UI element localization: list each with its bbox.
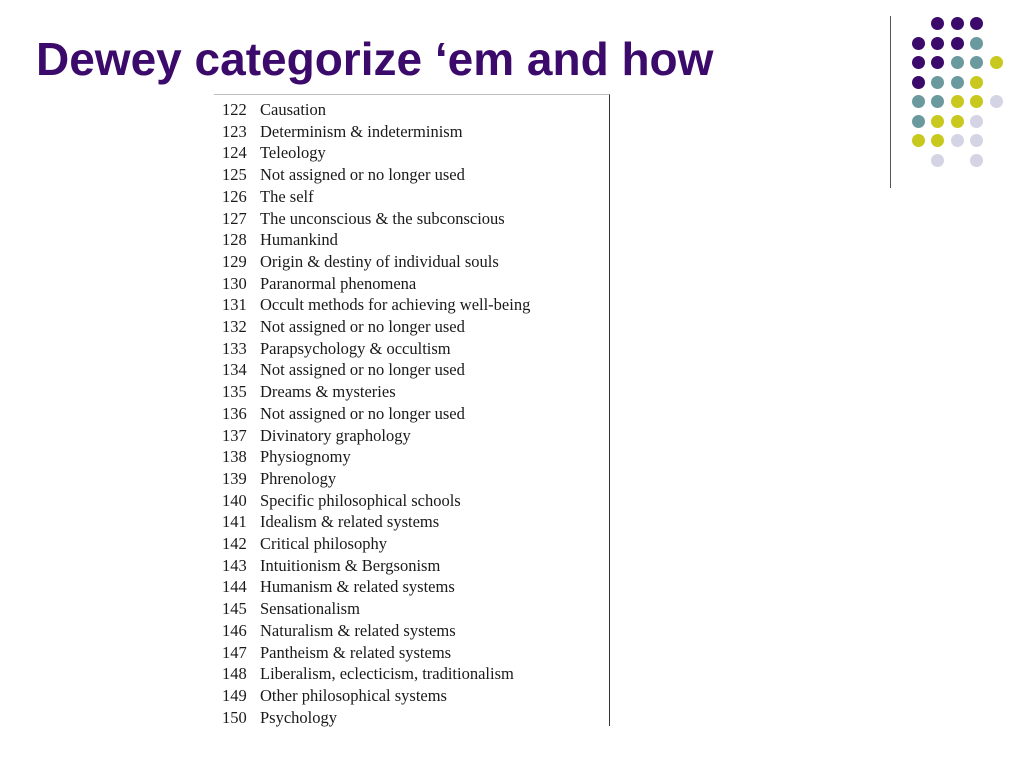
classification-row: [222, 425, 609, 447]
classification-label: Not assigned or no longer used: [260, 165, 465, 185]
classification-row: [222, 164, 609, 186]
dot-lavender: [970, 154, 983, 167]
classification-number: 138: [222, 447, 247, 467]
classification-number: 137: [222, 425, 247, 445]
dot-yellow: [970, 95, 983, 108]
dot-teal: [931, 95, 944, 108]
dot-purple: [912, 76, 925, 89]
classification-number: 131: [222, 295, 247, 315]
classification-row: [222, 121, 609, 143]
classification-row: [222, 490, 609, 512]
classification-number: 129: [222, 251, 247, 271]
classification-label: Determinism & indeterminism: [260, 121, 463, 141]
classification-row: [222, 403, 609, 425]
classification-number: 139: [222, 468, 247, 488]
classification-label: Not assigned or no longer used: [260, 360, 465, 380]
classification-row: [222, 294, 609, 316]
classification-row: [222, 338, 609, 360]
classification-number: 124: [222, 143, 247, 163]
dot-yellow: [970, 76, 983, 89]
classification-label: Other philosophical systems: [260, 685, 447, 705]
classification-label: The self: [260, 186, 314, 206]
classification-row: [222, 576, 609, 598]
classification-label: Parapsychology & occultism: [260, 338, 451, 358]
classification-row: [222, 359, 609, 381]
classification-label: Dreams & mysteries: [260, 382, 396, 402]
classification-number: 125: [222, 165, 247, 185]
classification-label: Naturalism & related systems: [260, 620, 456, 640]
classification-label: Critical philosophy: [260, 534, 387, 554]
classification-number: 144: [222, 577, 247, 597]
classification-label: Liberalism, eclecticism, traditionalism: [260, 664, 514, 684]
classification-row: [222, 533, 609, 555]
dot-purple: [931, 56, 944, 69]
classification-row: [222, 229, 609, 251]
classification-number: 146: [222, 620, 247, 640]
classification-number: 122: [222, 100, 247, 119]
dot-lavender: [990, 95, 1003, 108]
classification-label: Specific philosophical schools: [260, 490, 461, 510]
classification-number: 142: [222, 534, 247, 554]
classification-row: [222, 620, 609, 642]
dot-purple: [931, 17, 944, 30]
classification-number: 135: [222, 382, 247, 402]
dot-purple: [912, 37, 925, 50]
classification-row: [222, 316, 609, 338]
dot-yellow: [931, 115, 944, 128]
classification-number: 132: [222, 317, 247, 337]
classification-label: Not assigned or no longer used: [260, 317, 465, 337]
classification-label: Not assigned or no longer used: [260, 403, 465, 423]
classification-number: 133: [222, 338, 247, 358]
classification-label: Humankind: [260, 230, 338, 250]
classification-label: Humanism & related systems: [260, 577, 455, 597]
dot-teal: [951, 76, 964, 89]
classification-number: 127: [222, 208, 247, 228]
classification-row: [222, 511, 609, 533]
classification-number: 141: [222, 512, 247, 532]
classification-row: [222, 142, 609, 164]
dot-yellow: [912, 134, 925, 147]
dot-lavender: [970, 115, 983, 128]
classification-number: 123: [222, 121, 247, 141]
dot-yellow: [951, 95, 964, 108]
classification-label: The unconscious & the subconscious: [260, 208, 505, 228]
classification-label: Paranormal phenomena: [260, 273, 417, 293]
classification-number: 143: [222, 555, 247, 575]
classification-label: Pantheism & related systems: [260, 642, 452, 662]
classification-number: 134: [222, 360, 247, 380]
dot-teal: [931, 76, 944, 89]
dot-yellow: [931, 134, 944, 147]
dot-purple: [970, 17, 983, 30]
classification-label: Physiognomy: [260, 447, 351, 467]
classification-row: [222, 446, 609, 468]
classification-label: Teleology: [260, 143, 326, 163]
classification-number: 150: [222, 707, 247, 727]
dot-lavender: [951, 134, 964, 147]
classification-row: [222, 707, 609, 729]
classification-number: 140: [222, 490, 247, 510]
classification-row: [222, 273, 609, 295]
dot-teal: [912, 115, 925, 128]
classification-label: Sensationalism: [260, 599, 360, 619]
classification-row: [222, 186, 609, 208]
classification-number: 148: [222, 664, 247, 684]
dot-teal: [912, 95, 925, 108]
dewey-classification-list: [214, 94, 610, 726]
slide-title: Dewey categorize ‘em and how: [36, 33, 714, 85]
classification-number: 128: [222, 230, 247, 250]
classification-label: Phrenology: [260, 468, 337, 488]
classification-row: [222, 381, 609, 403]
dot-purple: [951, 37, 964, 50]
classification-number: 149: [222, 685, 247, 705]
classification-label: Divinatory graphology: [260, 425, 411, 445]
classification-row: [222, 251, 609, 273]
classification-row: [222, 663, 609, 685]
classification-number: 136: [222, 403, 247, 423]
dot-yellow: [990, 56, 1003, 69]
classification-label: Origin & destiny of individual souls: [260, 251, 499, 271]
classification-number: 147: [222, 642, 247, 662]
dot-lavender: [931, 154, 944, 167]
classification-label: Causation: [260, 100, 326, 119]
classification-row: [222, 555, 609, 577]
classification-row: [222, 99, 609, 121]
classification-number: 126: [222, 186, 247, 206]
dot-purple: [912, 56, 925, 69]
dot-lavender: [970, 134, 983, 147]
classification-label: Idealism & related systems: [260, 512, 440, 532]
classification-row: [222, 685, 609, 707]
classification-row: [222, 468, 609, 490]
dot-teal: [970, 56, 983, 69]
classification-label: Intuitionism & Bergsonism: [260, 555, 441, 575]
dot-purple: [951, 17, 964, 30]
title-divider: [890, 16, 891, 188]
classification-label: Occult methods for achieving well-being: [260, 295, 531, 315]
classification-number: 130: [222, 273, 247, 293]
dot-teal: [970, 37, 983, 50]
dot-purple: [931, 37, 944, 50]
classification-row: [222, 642, 609, 664]
dot-yellow: [951, 115, 964, 128]
dot-teal: [951, 56, 964, 69]
classification-number: 145: [222, 599, 247, 619]
classification-row: [222, 208, 609, 230]
classification-label: Psychology: [260, 707, 338, 727]
classification-row: [222, 598, 609, 620]
